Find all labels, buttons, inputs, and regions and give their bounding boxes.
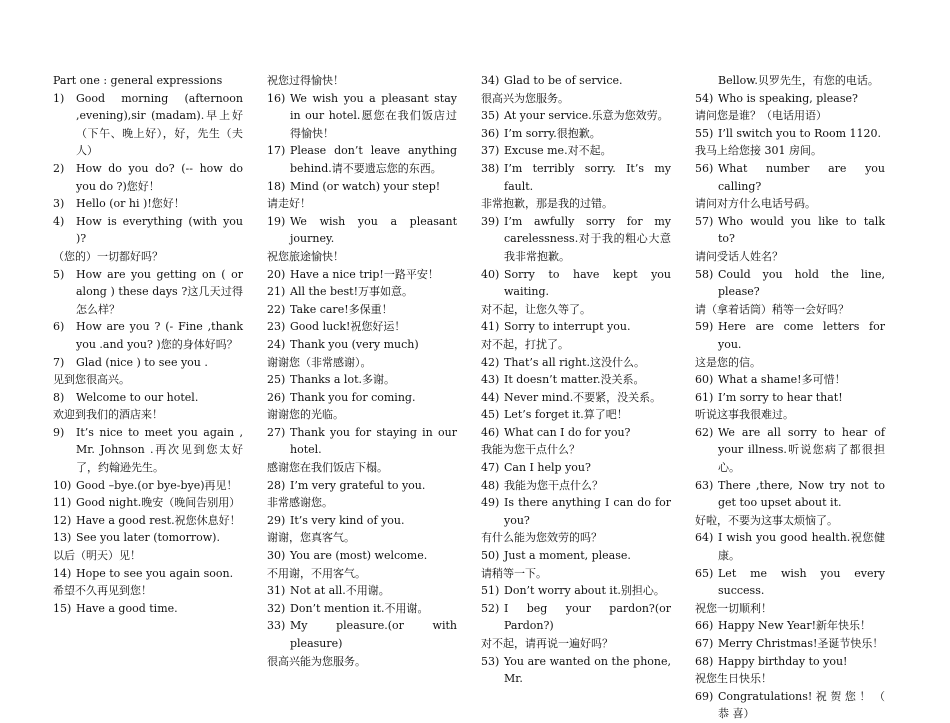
item-text: Who would you like to talk to? bbox=[718, 214, 885, 246]
item-number: 62) bbox=[695, 425, 714, 439]
phrase-item bbox=[267, 617, 457, 652]
item-text: I beg your pardon?(or Pardon?) bbox=[504, 601, 671, 633]
phrase-item bbox=[695, 424, 885, 477]
phrase-item bbox=[53, 318, 243, 353]
phrase-item bbox=[53, 512, 243, 530]
item-text: Who is speaking, please? bbox=[718, 91, 858, 105]
phrase-item bbox=[267, 477, 457, 495]
item-text: All the best!万事如意。 bbox=[290, 285, 414, 299]
item-number: 32) bbox=[267, 601, 286, 615]
item-number: 64) bbox=[695, 531, 714, 545]
translation-line: 很高兴为您服务。 bbox=[481, 91, 569, 105]
translation-line: 好啦，不要为这事太烦恼了。 bbox=[695, 513, 838, 527]
item-number: 30) bbox=[267, 549, 286, 563]
item-text: Glad to be of service. bbox=[504, 74, 623, 87]
translation-line: 请（拿着话筒）稍等一会好吗？ bbox=[695, 302, 849, 316]
item-text: You are wanted on the phone, Mr. bbox=[504, 654, 671, 686]
phrase-item bbox=[481, 213, 671, 266]
item-number: 20) bbox=[267, 267, 286, 281]
translation-line: 非常抱歉，那是我的过错。 bbox=[481, 197, 613, 211]
column-3 bbox=[481, 72, 671, 688]
phrase-item bbox=[481, 125, 671, 143]
item-number: 15) bbox=[53, 601, 72, 615]
item-text: Have a nice trip!一路平安！ bbox=[290, 267, 439, 281]
phrase-item bbox=[481, 142, 671, 160]
phrase-item bbox=[267, 301, 457, 319]
translation-line: 祝您一切顺利！ bbox=[695, 601, 772, 615]
item-number: 44) bbox=[481, 390, 500, 404]
item-text: We wish you a pleasant journey. bbox=[290, 214, 457, 246]
phrase-item bbox=[695, 266, 885, 301]
column-2 bbox=[267, 72, 457, 670]
item-number: 22) bbox=[267, 302, 286, 316]
phrase-item bbox=[695, 125, 885, 143]
item-number: 28) bbox=[267, 478, 286, 492]
column-4 bbox=[695, 72, 885, 723]
item-number: 45) bbox=[481, 408, 500, 422]
item-text: I’ll switch you to Room 1120. bbox=[718, 126, 882, 140]
phrase-item bbox=[267, 336, 457, 354]
item-number: 65) bbox=[695, 566, 714, 580]
item-text: What number are you calling? bbox=[718, 161, 885, 193]
item-text: Merry Christmas!圣诞节快乐！ bbox=[718, 637, 884, 650]
item-number: 10) bbox=[53, 478, 72, 492]
item-text: Good night.晚安（晚间告别用） bbox=[76, 496, 241, 510]
item-text: See you later (tomorrow). bbox=[76, 531, 220, 545]
phrase-item bbox=[695, 688, 885, 723]
item-number: 53) bbox=[481, 654, 500, 668]
phrase-item bbox=[695, 90, 885, 108]
item-text: Not at all.不用谢。 bbox=[290, 584, 390, 598]
item-number: 16) bbox=[267, 91, 286, 105]
item-number: 47) bbox=[481, 461, 500, 475]
translation-line: （您的）一切都好吗？ bbox=[53, 249, 163, 263]
translation-line: 请问对方什么电话号码。 bbox=[695, 197, 816, 211]
phrase-item bbox=[481, 354, 671, 372]
phrase-item bbox=[53, 195, 243, 213]
translation-line: 祝您过得愉快！ bbox=[267, 74, 344, 87]
item-text: There ,there, Now try not to get too upset about it. bbox=[718, 478, 885, 510]
item-number: 9) bbox=[53, 425, 65, 439]
item-number: 38) bbox=[481, 161, 500, 175]
item-text: You are (most) welcome. bbox=[290, 549, 428, 563]
item-number: 54) bbox=[695, 91, 714, 105]
phrase-item bbox=[53, 494, 243, 512]
item-text: Take care!多保重！ bbox=[290, 302, 393, 316]
item-number: 29) bbox=[267, 513, 286, 527]
item-number: 4) bbox=[53, 214, 65, 228]
item-number: 43) bbox=[481, 373, 500, 387]
phrase-item bbox=[481, 477, 671, 495]
translation-line: 请问您是谁？（电话用语） bbox=[695, 109, 827, 123]
translation-line: 祝您旅途愉快！ bbox=[267, 249, 344, 263]
item-text: Sorry to have kept you waiting. bbox=[504, 267, 671, 299]
item-number: 61) bbox=[695, 390, 714, 404]
phrase-item bbox=[481, 653, 671, 688]
phrase-item bbox=[695, 389, 885, 407]
item-number: 25) bbox=[267, 373, 286, 387]
item-number: 19) bbox=[267, 214, 286, 228]
item-text: We wish you a pleasant stay in our hotel.愿您在我们饭店过得愉快！ bbox=[290, 91, 457, 140]
item-number: 26) bbox=[267, 390, 286, 404]
item-number: 8) bbox=[53, 390, 65, 404]
item-text: Never mind.不要紧，没关系。 bbox=[504, 390, 662, 404]
phrase-item bbox=[481, 389, 671, 407]
item-number: 42) bbox=[481, 355, 500, 369]
phrase-item bbox=[481, 72, 671, 90]
item-number: 69) bbox=[695, 689, 714, 703]
item-number: 11) bbox=[53, 496, 72, 510]
phrase-item bbox=[267, 283, 457, 301]
translation-line: 以后（明天）见！ bbox=[53, 549, 141, 563]
translation-line: 听说这事我很难过。 bbox=[695, 408, 794, 422]
item-number: 50) bbox=[481, 549, 500, 563]
item-text: Welcome to our hotel. bbox=[76, 390, 199, 404]
phrase-item bbox=[53, 389, 243, 407]
phrase-item bbox=[267, 600, 457, 618]
item-text: Thanks a lot.多谢。 bbox=[290, 373, 395, 387]
item-text: I’m sorry to hear that! bbox=[718, 390, 843, 404]
item-text: How do you do? (-- how do you do ?)您好！ bbox=[76, 161, 243, 193]
item-number: 67) bbox=[695, 637, 714, 650]
phrase-item bbox=[267, 582, 457, 600]
item-number: 31) bbox=[267, 584, 286, 598]
item-number: 13) bbox=[53, 531, 72, 545]
phrase-item bbox=[53, 565, 243, 583]
item-text: I wish you good health.祝您健康。 bbox=[718, 531, 885, 563]
phrase-item bbox=[695, 213, 885, 248]
item-number: 27) bbox=[267, 425, 286, 439]
translation-line: Bellow.贝罗先生，有您的电话。 bbox=[718, 74, 879, 87]
phrase-item bbox=[267, 266, 457, 284]
item-text: Is there anything I can do for you? bbox=[504, 496, 671, 527]
item-text: At your service.乐意为您效劳。 bbox=[504, 109, 669, 123]
item-number: 59) bbox=[695, 320, 714, 334]
translation-line: 见到您很高兴。 bbox=[53, 373, 130, 387]
phrase-item bbox=[481, 600, 671, 635]
item-text: Let’s forget it.算了吧！ bbox=[504, 408, 628, 422]
item-text: Could you hold the line, please? bbox=[718, 267, 885, 299]
item-number: 40) bbox=[481, 267, 500, 281]
item-number: 35) bbox=[481, 109, 500, 123]
item-text: It’s very kind of you. bbox=[290, 513, 405, 527]
translation-line: 祝您生日快乐！ bbox=[695, 672, 772, 686]
translation-line: 请问受话人姓名？ bbox=[695, 249, 783, 263]
phrase-item bbox=[267, 213, 457, 248]
item-number: 63) bbox=[695, 478, 714, 492]
item-number: 33) bbox=[267, 619, 286, 633]
translation-line: 感谢您在我们饭店下榻。 bbox=[267, 461, 388, 475]
item-number: 37) bbox=[481, 144, 500, 158]
item-text: Don’t worry about it.别担心。 bbox=[504, 584, 665, 598]
phrase-item bbox=[695, 318, 885, 353]
translation-line: 谢谢您的光临。 bbox=[267, 408, 344, 422]
item-number: 51) bbox=[481, 584, 500, 598]
item-text: Happy birthday to you! bbox=[718, 654, 848, 668]
phrase-item bbox=[53, 266, 243, 319]
phrase-item bbox=[481, 371, 671, 389]
item-text: Excuse me.对不起。 bbox=[504, 144, 612, 158]
phrase-item bbox=[53, 90, 243, 160]
phrase-item bbox=[267, 547, 457, 565]
phrase-item bbox=[481, 107, 671, 125]
translation-line: 谢谢您（非常感谢）。 bbox=[267, 355, 372, 369]
item-text: Hope to see you again soon. bbox=[76, 566, 234, 580]
phrase-item bbox=[53, 354, 243, 372]
phrase-item bbox=[695, 635, 885, 653]
item-text: How is everything (with you )? bbox=[76, 214, 243, 246]
item-text: Have a good rest.祝您休息好！ bbox=[76, 513, 241, 527]
phrase-item bbox=[481, 424, 671, 442]
section-heading: Part one : general expressions bbox=[53, 74, 223, 87]
item-text: How are you ? (- Fine ,thank you .and you? )您的身体好吗？ bbox=[76, 320, 243, 351]
item-number: 68) bbox=[695, 654, 714, 668]
item-number: 7) bbox=[53, 355, 65, 369]
phrase-item bbox=[267, 371, 457, 389]
phrase-item bbox=[481, 406, 671, 424]
item-text: Happy New Year!新年快乐！ bbox=[718, 619, 872, 633]
item-text: Congratulations! 祝 贺 您 ！ （ 恭 喜） bbox=[718, 689, 885, 721]
phrase-item bbox=[267, 424, 457, 459]
item-text: How are you getting on ( or along ) these days ?这几天过得怎么样？ bbox=[76, 267, 243, 316]
item-number: 58) bbox=[695, 267, 714, 281]
item-number: 3) bbox=[53, 197, 65, 211]
phrase-item bbox=[695, 617, 885, 635]
translation-line: 对不起，打扰了。 bbox=[481, 337, 569, 351]
translation-line: 欢迎到我们的酒店来！ bbox=[53, 408, 163, 422]
item-text: What can I do for you? bbox=[504, 425, 631, 439]
phrase-item bbox=[53, 529, 243, 547]
translation-line: 谢谢，您真客气。 bbox=[267, 531, 355, 545]
phrase-item bbox=[481, 266, 671, 301]
item-text: I’m sorry.很抱歉。 bbox=[504, 126, 601, 140]
item-number: 18) bbox=[267, 179, 286, 193]
item-text: What a shame!多可惜！ bbox=[718, 373, 846, 387]
item-number: 14) bbox=[53, 566, 72, 580]
item-number: 66) bbox=[695, 619, 714, 633]
item-number: 6) bbox=[53, 320, 65, 334]
item-number: 57) bbox=[695, 214, 714, 228]
item-text: I’m terribly sorry. It’s my fault. bbox=[504, 161, 671, 193]
item-number: 39) bbox=[481, 214, 500, 228]
translation-line: 请稍等一下。 bbox=[481, 566, 547, 580]
item-number: 49) bbox=[481, 496, 500, 510]
item-text: That’s all right.这没什么。 bbox=[504, 355, 645, 369]
translation-line: 我马上给您接 301 房间。 bbox=[695, 144, 822, 158]
item-text: 我能为您干点什么？ bbox=[504, 478, 603, 492]
translation-line: 请走好！ bbox=[267, 197, 311, 211]
item-number: 21) bbox=[267, 285, 286, 299]
translation-line: 有什么能为您效劳的吗？ bbox=[481, 531, 602, 545]
item-number: 41) bbox=[481, 320, 500, 334]
item-text: Sorry to interrupt you. bbox=[504, 320, 631, 334]
phrase-item bbox=[267, 90, 457, 143]
item-text: Good luck!祝您好运！ bbox=[290, 320, 406, 334]
translation-line: 我能为您干点什么？ bbox=[481, 443, 580, 457]
phrase-item bbox=[267, 318, 457, 336]
phrase-item bbox=[695, 160, 885, 195]
translation-line: 对不起，让您久等了。 bbox=[481, 302, 591, 316]
item-text: Here are come letters for you. bbox=[718, 320, 885, 351]
item-number: 1) bbox=[53, 91, 65, 105]
column-1 bbox=[53, 72, 243, 617]
item-text: Thank you for staying in our hotel. bbox=[290, 425, 457, 457]
item-text: Glad (nice ) to see you . bbox=[76, 355, 208, 369]
item-text: It doesn’t matter.没关系。 bbox=[504, 373, 645, 387]
phrase-item bbox=[695, 477, 885, 512]
item-text: Let me wish you every success. bbox=[718, 566, 885, 598]
phrase-item bbox=[481, 582, 671, 600]
item-text: Good morning (afternoon ,evening),sir (madam).早上好（下午、晚上好），好，先生（夫人） bbox=[76, 91, 243, 158]
translation-line: 非常感谢您。 bbox=[267, 496, 333, 510]
item-text: Good –bye.(or bye-bye)再见！ bbox=[76, 478, 238, 492]
phrase-item bbox=[267, 512, 457, 530]
item-text: I’m awfully sorry for my carelessness.对于我的粗心大意我非常抱歉。 bbox=[504, 214, 671, 263]
phrase-item bbox=[695, 371, 885, 389]
item-number: 52) bbox=[481, 601, 500, 615]
item-text: Don’t mention it.不用谢。 bbox=[290, 601, 429, 615]
item-text: Please don’t leave anything behind.请不要遗忘您的东西。 bbox=[290, 144, 457, 175]
translation-line: 对不起，请再说一遍好吗？ bbox=[481, 637, 613, 650]
item-text: Hello (or hi )!您好！ bbox=[76, 197, 185, 211]
phrase-item bbox=[53, 600, 243, 618]
item-text: Just a moment, please. bbox=[504, 549, 631, 563]
item-text: Have a good time. bbox=[76, 601, 178, 615]
item-number: 56) bbox=[695, 161, 714, 175]
item-number: 46) bbox=[481, 425, 500, 439]
phrase-item bbox=[695, 653, 885, 671]
item-text: Thank you for coming. bbox=[290, 390, 416, 404]
item-text: My pleasure.(or with pleasure) bbox=[290, 619, 457, 650]
phrase-item bbox=[267, 142, 457, 177]
item-number: 60) bbox=[695, 373, 714, 387]
item-text: Mind (or watch) your step! bbox=[290, 179, 441, 193]
item-number: 48) bbox=[481, 478, 500, 492]
item-number: 23) bbox=[267, 320, 286, 334]
phrase-item bbox=[695, 565, 885, 600]
item-number: 12) bbox=[53, 513, 72, 527]
item-number: 17) bbox=[267, 144, 286, 158]
phrase-item bbox=[481, 160, 671, 195]
phrase-item bbox=[53, 424, 243, 477]
item-number: 36) bbox=[481, 126, 500, 140]
phrase-item bbox=[481, 494, 671, 529]
item-number: 5) bbox=[53, 267, 65, 281]
item-text: I’m very grateful to you. bbox=[290, 478, 426, 492]
phrase-item bbox=[53, 213, 243, 248]
translation-line: 很高兴能为您服务。 bbox=[267, 654, 366, 668]
translation-line: 不用谢，不用客气。 bbox=[267, 566, 366, 580]
item-number: 34) bbox=[481, 74, 500, 87]
phrase-item bbox=[267, 389, 457, 407]
item-number: 2) bbox=[53, 161, 65, 175]
item-text: We are all sorry to hear of your illness.听说您病了都很担心。 bbox=[718, 425, 885, 475]
phrase-item bbox=[481, 318, 671, 336]
phrase-item bbox=[53, 160, 243, 195]
phrase-item bbox=[267, 178, 457, 196]
item-number: 55) bbox=[695, 126, 714, 140]
item-text: Thank you (very much) bbox=[290, 337, 419, 351]
phrase-item bbox=[481, 547, 671, 565]
item-number: 24) bbox=[267, 337, 286, 351]
translation-line: 希望不久再见到您！ bbox=[53, 584, 152, 598]
translation-line: 这是您的信。 bbox=[695, 355, 761, 369]
item-text: It’s nice to meet you again , Mr. Johnson .再次见到您太好了，约翰逊先生。 bbox=[76, 425, 243, 475]
phrase-item bbox=[53, 477, 243, 495]
item-text: Can I help you? bbox=[504, 461, 591, 475]
phrase-item bbox=[481, 459, 671, 477]
phrase-item bbox=[695, 529, 885, 564]
